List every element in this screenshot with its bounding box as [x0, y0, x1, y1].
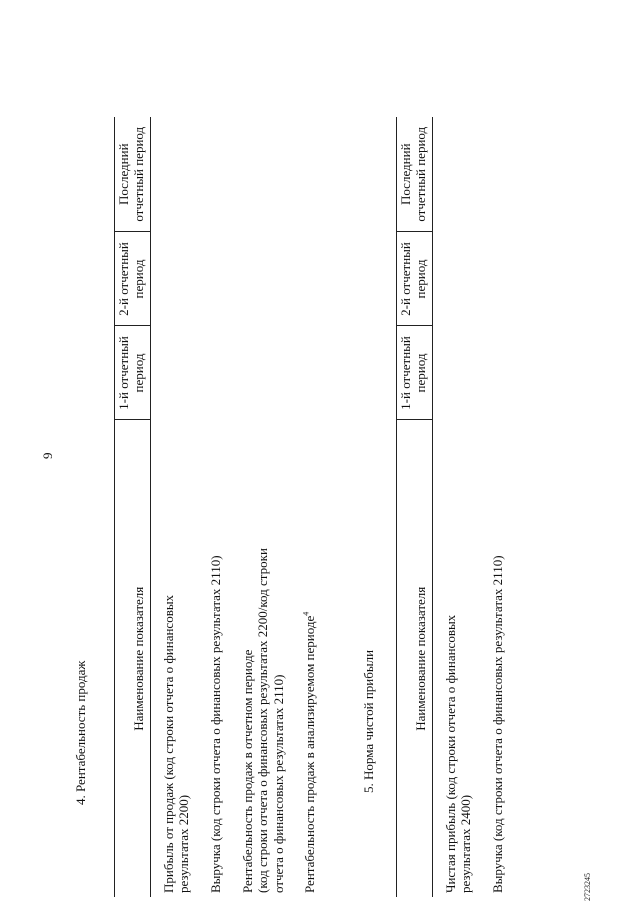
page-number: 9: [40, 452, 55, 459]
cell-period-last: [198, 117, 230, 232]
header-period-2: 2-й отчетный период: [115, 232, 151, 326]
net-profit-margin-table: [396, 117, 512, 897]
table-header-row: [115, 117, 151, 897]
row-label-line: результатах 2200): [176, 794, 192, 893]
header-period-1: 1-й отчетный период: [397, 326, 433, 420]
row-label: [480, 420, 512, 897]
table-row: [480, 117, 512, 897]
cell-period-2: [230, 232, 293, 326]
row-label-line: Выручка (код строки отчета о финансовых результатах 2110): [208, 555, 224, 893]
sales-profitability-table: [114, 117, 324, 897]
cell-period-last: [150, 117, 198, 232]
row-label: [432, 420, 480, 897]
header-period-2: 2-й отчетный период: [397, 232, 433, 326]
cell-period-last: [480, 117, 512, 232]
cell-period-1: [198, 326, 230, 420]
cell-period-last: [292, 117, 324, 232]
header-period-last: Последний отчетный период: [397, 117, 433, 232]
cell-period-2: [292, 232, 324, 326]
cell-period-1: [230, 326, 293, 420]
row-label-line: Рентабельность продаж в анализируемом периоде: [302, 615, 318, 893]
cell-period-2: [432, 232, 480, 326]
cell-period-1: [432, 326, 480, 420]
header-indicator-name: Наименование показателя: [397, 420, 433, 897]
cell-period-last: [432, 117, 480, 232]
table-header-row: [397, 117, 433, 897]
cell-period-1: [150, 326, 198, 420]
header-period-last: Последний отчетный период: [115, 117, 151, 232]
table-row: [198, 117, 230, 897]
cell-period-1: [292, 326, 324, 420]
row-label: [150, 420, 198, 897]
row-label-line: Прибыль от продаж (код строки отчета о финансовых: [160, 594, 176, 893]
section-4-title: 4. Рентабельность продаж: [73, 660, 88, 805]
row-label-line: отчета о финансовых результатах 2110): [270, 674, 286, 893]
header-period-1: 1-й отчетный период: [115, 326, 151, 420]
document-id: 2723245: [583, 873, 592, 901]
cell-period-1: [480, 326, 512, 420]
cell-period-2: [150, 232, 198, 326]
table-row: [230, 117, 293, 897]
table-row: [432, 117, 480, 897]
header-indicator-name: Наименование показателя: [115, 420, 151, 897]
row-label: [292, 420, 324, 897]
footnote-marker: 4: [302, 611, 312, 616]
table-row: [292, 117, 324, 897]
section-5-title: 5. Норма чистой прибыли: [361, 649, 376, 793]
cell-period-2: [198, 232, 230, 326]
row-label-line: (код строки отчета о финансовых результатах 2200/код строки: [255, 548, 271, 893]
row-label-line: результатах 2400): [458, 794, 474, 893]
row-label: [230, 420, 293, 897]
cell-period-last: [230, 117, 293, 232]
cell-period-2: [480, 232, 512, 326]
row-label-line: Чистая прибыль (код строки отчета о финансовых: [442, 614, 458, 893]
row-label: [198, 420, 230, 897]
row-label-line: Выручка (код строки отчета о финансовых результатах 2110): [490, 555, 506, 893]
table-row: [150, 117, 198, 897]
row-label-line: Рентабельность продаж в отчетном периоде: [239, 649, 255, 893]
